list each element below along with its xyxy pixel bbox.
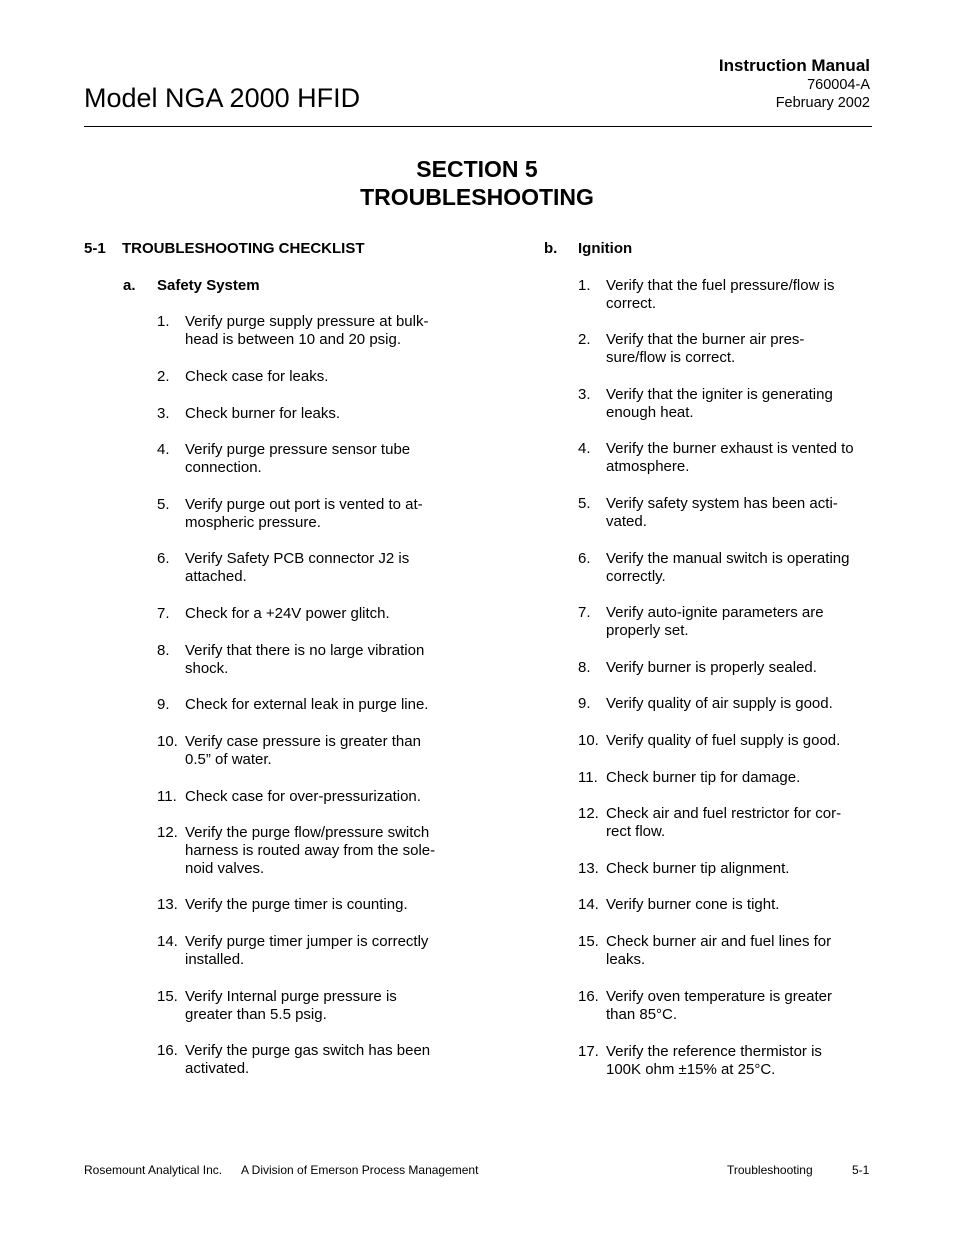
item-text: Verify that the fuel pressure/flow is correct. [606, 277, 835, 312]
item-text: Verify purge supply pressure at bulk- head is between 10 and 20 psig. [185, 313, 429, 348]
checklist-id: 5-1 [84, 240, 106, 257]
item-text: Verify burner cone is tight. [606, 896, 780, 913]
safety-title: Safety System [157, 277, 260, 294]
item-text: Verify quality of fuel supply is good. [606, 732, 841, 749]
item-number: 9. [578, 695, 591, 712]
item-text: Verify the burner exhaust is vented to atmosphere. [606, 440, 854, 475]
item-number: 5. [578, 495, 591, 512]
section-heading [0, 155, 954, 211]
item-number: 3. [157, 405, 170, 422]
item-text: Verify purge pressure sensor tube connection. [185, 441, 411, 476]
item-text: Verify the reference thermistor is 100K ohm ±15% at 25°C. [606, 1043, 822, 1078]
item-text: Verify the manual switch is operating correctly. [606, 550, 850, 585]
item-number: 11. [578, 769, 598, 786]
item-text: Verify the purge flow/pressure switch harness is routed away from the sole- noid valves. [185, 824, 436, 877]
item-text: Verify purge out port is vented to at- mospheric pressure. [185, 496, 423, 531]
item-number: 8. [157, 642, 170, 659]
item-number: 17. [578, 1043, 599, 1060]
item-number: 12. [578, 805, 599, 822]
footer-company: Rosemount Analytical Inc. [84, 1163, 223, 1177]
item-number: 14. [578, 896, 599, 913]
item-number: 8. [578, 659, 591, 676]
item-text: Verify Internal purge pressure is greater than 5.5 psig. [185, 988, 397, 1023]
safety-letter: a. [123, 277, 136, 294]
footer-division: A Division of Emerson Process Management [241, 1163, 479, 1177]
item-text: Verify oven temperature is greater than 85°C. [606, 988, 832, 1023]
item-number: 1. [578, 277, 591, 294]
item-text: Check for external leak in purge line. [185, 696, 429, 713]
header-divider [84, 126, 872, 127]
item-number: 13. [157, 896, 178, 913]
item-text: Check case for leaks. [185, 368, 329, 385]
section-number: SECTION 5 [416, 156, 538, 182]
item-number: 9. [157, 696, 170, 713]
ignition-letter: b. [544, 240, 558, 257]
item-text: Verify auto-ignite parameters are properly set. [606, 604, 824, 639]
item-text: Verify purge timer jumper is correctly installed. [185, 933, 429, 968]
item-number: 11. [157, 788, 177, 805]
checklist-title: TROUBLESHOOTING CHECKLIST [122, 240, 365, 257]
document-title: Model NGA 2000 HFID [84, 83, 361, 113]
item-text: Verify Safety PCB connector J2 is attached. [185, 550, 410, 585]
item-number: 3. [578, 386, 591, 403]
item-number: 7. [578, 604, 591, 621]
item-number: 4. [157, 441, 170, 458]
footer-chapter: Troubleshooting [727, 1163, 813, 1177]
item-number: 7. [157, 605, 170, 622]
item-number: 6. [157, 550, 170, 567]
item-number: 12. [157, 824, 178, 841]
item-number: 13. [578, 860, 599, 877]
item-text: Check burner air and fuel lines for leaks. [606, 933, 832, 968]
item-number: 4. [578, 440, 591, 457]
manual-label: Instruction Manual [718, 56, 870, 75]
item-number: 10. [157, 733, 178, 750]
item-number: 2. [578, 331, 591, 348]
item-number: 2. [157, 368, 170, 385]
item-text: Check burner for leaks. [185, 405, 341, 422]
item-text: Verify burner is properly sealed. [606, 659, 817, 676]
item-number: 6. [578, 550, 591, 567]
item-number: 14. [157, 933, 178, 950]
item-text: Check for a +24V power glitch. [185, 605, 390, 622]
item-number: 1. [157, 313, 170, 330]
header-meta [719, 56, 870, 112]
item-text: Verify the purge timer is counting. [185, 896, 408, 913]
footer-page-number: 5-1 [852, 1163, 870, 1177]
item-number: 16. [578, 988, 599, 1005]
item-text: Verify that the burner air pres- sure/flow is correct. [606, 331, 805, 366]
item-text: Verify the purge gas switch has been activated. [185, 1042, 431, 1077]
item-text: Check air and fuel restrictor for cor- rect flow. [606, 805, 842, 840]
document-number: 760004-A [807, 77, 870, 93]
item-number: 15. [578, 933, 599, 950]
item-number: 16. [157, 1042, 178, 1059]
item-number: 15. [157, 988, 178, 1005]
item-text: Verify safety system has been acti- vated. [606, 495, 838, 530]
item-text: Verify quality of air supply is good. [606, 695, 833, 712]
item-number: 5. [157, 496, 170, 513]
item-number: 10. [578, 732, 599, 749]
section-name: TROUBLESHOOTING [360, 184, 594, 210]
item-text: Check burner tip alignment. [606, 860, 790, 877]
item-text: Verify case pressure is greater than 0.5” of water. [185, 733, 421, 768]
item-text: Verify that the igniter is generating enough heat. [606, 386, 833, 421]
document-date: February 2002 [775, 95, 870, 111]
ignition-title: Ignition [578, 240, 633, 257]
item-text: Verify that there is no large vibration shock. [185, 642, 425, 677]
item-text: Check burner tip for damage. [606, 769, 801, 786]
item-text: Check case for over-pressurization. [185, 788, 421, 805]
